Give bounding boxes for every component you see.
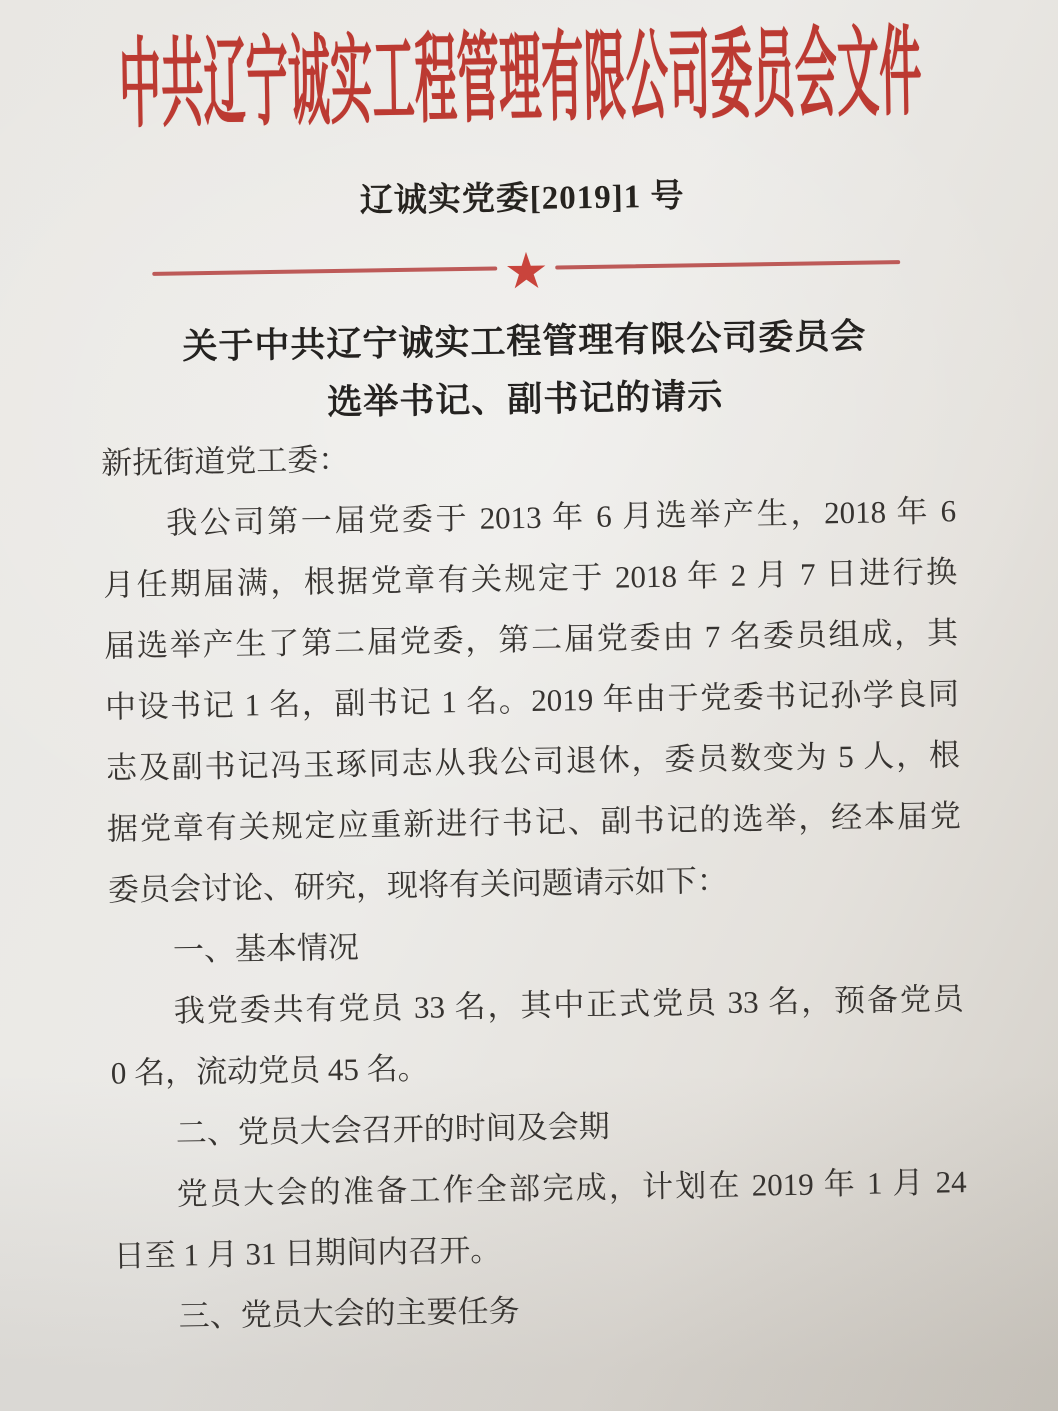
- body-line: 党员大会的准备工作全部完成，计划在 2019 年 1 月 24: [176, 1164, 967, 1212]
- body-line: 我党委共有党员 33 名，其中正式党员 33 名，预备党员: [173, 981, 965, 1029]
- red-divider: [152, 234, 901, 302]
- section-heading-1: 一、基本情况: [172, 929, 360, 968]
- document-body: [101, 419, 969, 1347]
- divider-line-right: [556, 260, 901, 269]
- letterhead: [0, 8, 1050, 149]
- body-line: 我公司第一届党委于 2013 年 6 月选举产生，2018 年 6: [165, 493, 957, 541]
- body-line: 月任期届满，根据党章有关规定于 2018 年 2 月 7 日进行换: [102, 554, 958, 603]
- document-title-line2: 选举书记、副书记的请示: [327, 376, 724, 423]
- salutation: 新抚街道党工委：: [100, 441, 350, 481]
- body-line: 中设书记 1 名，副书记 1 名。2019 年由于党委书记孙学良同: [104, 676, 960, 725]
- star-icon: ★: [503, 241, 550, 301]
- body-line: 届选举产生了第二届党委，第二届党委由 7 名委员组成，其: [103, 615, 959, 664]
- body-line: 志及副书记冯玉琢同志从我公司退休，委员数变为 5 人，根: [105, 737, 961, 786]
- body-line: 0 名，流动党员 45 名。: [110, 1050, 429, 1091]
- section-heading-3: 三、党员大会的主要任务: [178, 1293, 520, 1334]
- body-line: 日至 1 月 31 日期间内召开。: [113, 1232, 502, 1274]
- body-line: 委员会讨论、研究，现将有关问题请示如下：: [107, 862, 729, 908]
- divider-line-left: [152, 266, 497, 275]
- section-heading-2: 二、党员大会召开的时间及会期: [175, 1108, 611, 1151]
- document-title-line1: 关于中共辽宁诚实工程管理有限公司委员会: [182, 316, 867, 367]
- doc-number: 辽诚实党委[2019]1 号: [359, 178, 685, 220]
- body-line: 据党章有关规定应重新进行书记、副书记的选举，经本届党: [106, 798, 962, 847]
- letterhead-org-title: 中共辽宁诚实工程管理有限公司委员会文件: [118, 17, 923, 140]
